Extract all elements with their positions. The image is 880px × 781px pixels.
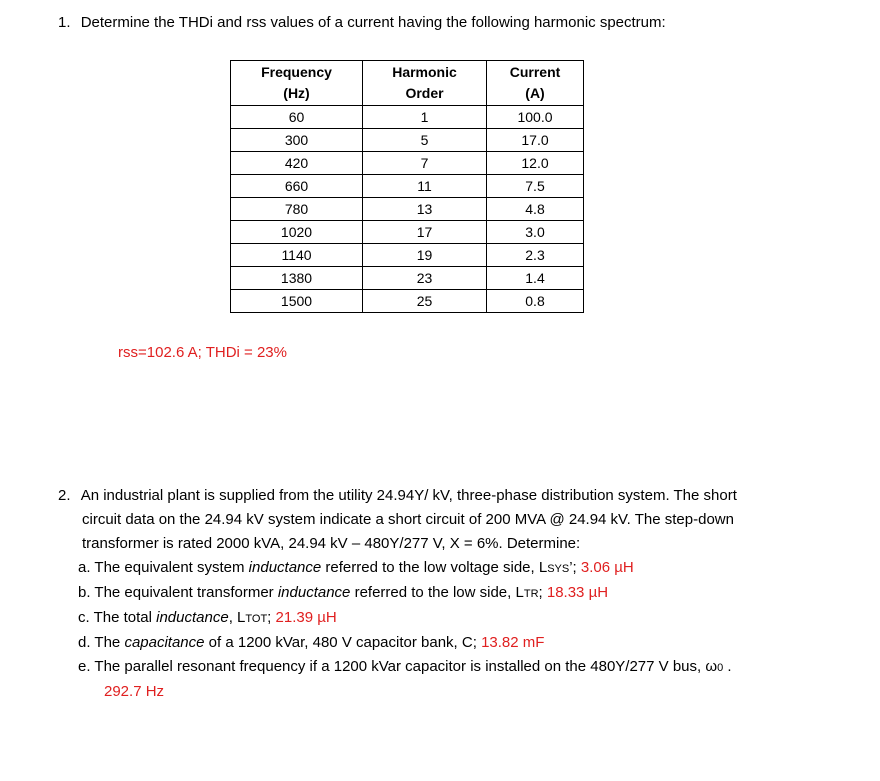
part-a-answer: 3.06 µH — [580, 559, 634, 576]
cell-current: 3.0 — [487, 221, 584, 244]
cell-order: 11 — [363, 175, 487, 198]
header-current: Current (A) — [487, 61, 584, 106]
cell-current: 12.0 — [487, 152, 584, 175]
part-c: c. The total inductance, LTOT; 21.39 µH — [78, 609, 337, 626]
table-row — [231, 106, 584, 129]
question-2-number: 2. — [58, 487, 71, 504]
table-row — [231, 152, 584, 175]
cell-order: 17 — [363, 221, 487, 244]
cell-current: 2.3 — [487, 244, 584, 267]
harmonic-spectrum-table — [230, 60, 584, 313]
cell-current: 1.4 — [487, 267, 584, 290]
cell-frequency: 1140 — [231, 244, 363, 267]
table-row — [231, 267, 584, 290]
header-harmonic-order: Harmonic Order — [363, 61, 487, 106]
cell-frequency: 420 — [231, 152, 363, 175]
part-d: d. The capacitance of a 1200 kVar, 480 V capacitor bank, C; 13.82 mF — [78, 634, 545, 651]
question-2-line-2: circuit data on the 24.94 kV system indicate a short circuit of 200 MVA @ 24.94 kV. The step-down — [82, 511, 734, 528]
cell-order: 13 — [363, 198, 487, 221]
part-e: e. The parallel resonant frequency if a 1200 kVar capacitor is installed on the 480Y/277 V bus, ω0 . — [78, 658, 732, 675]
part-a: a. The equivalent system inductance referred to the low voltage side, LSYS’; 3.06 µH — [78, 559, 634, 576]
question-1-text: Determine the THDi and rss values of a current having the following harmonic spectrum: — [80, 14, 666, 31]
question-2-line-1: 2. An industrial plant is supplied from the utility 24.94Y/ kV, three-phase distribution system. The short — [58, 487, 737, 504]
table-row — [231, 175, 584, 198]
cell-current: 0.8 — [487, 290, 584, 313]
table-row — [231, 129, 584, 152]
cell-current: 17.0 — [487, 129, 584, 152]
header-frequency: Frequency (Hz) — [231, 61, 363, 106]
cell-frequency: 1500 — [231, 290, 363, 313]
question-1-heading — [58, 14, 666, 31]
part-d-answer: 13.82 mF — [481, 634, 545, 651]
cell-order: 7 — [363, 152, 487, 175]
cell-current: 7.5 — [487, 175, 584, 198]
question-1-number: 1. — [58, 14, 71, 31]
cell-frequency: 780 — [231, 198, 363, 221]
cell-order: 5 — [363, 129, 487, 152]
cell-order: 23 — [363, 267, 487, 290]
table-row — [231, 198, 584, 221]
part-c-answer: 21.39 µH — [275, 609, 337, 626]
cell-order: 1 — [363, 106, 487, 129]
cell-frequency: 660 — [231, 175, 363, 198]
table-row — [231, 221, 584, 244]
table-row — [231, 244, 584, 267]
cell-order: 25 — [363, 290, 487, 313]
part-e-answer: 292.7 Hz — [104, 683, 165, 700]
cell-frequency: 1380 — [231, 267, 363, 290]
cell-order: 19 — [363, 244, 487, 267]
question-1-answer: rss=102.6 A; THDi = 23% — [118, 344, 287, 361]
question-2-line-3: transformer is rated 2000 kVA, 24.94 kV – 480Y/277 V, X = 6%. Determine: — [82, 535, 581, 552]
part-b: b. The equivalent transformer inductance referred to the low side, LTR; 18.33 µH — [78, 584, 609, 601]
table-header-row — [231, 61, 584, 106]
table-row — [231, 290, 584, 313]
cell-frequency: 60 — [231, 106, 363, 129]
question-2 — [58, 484, 858, 704]
cell-frequency: 1020 — [231, 221, 363, 244]
cell-frequency: 300 — [231, 129, 363, 152]
part-b-answer: 18.33 µH — [546, 584, 609, 601]
cell-current: 4.8 — [487, 198, 584, 221]
cell-current: 100.0 — [487, 106, 584, 129]
